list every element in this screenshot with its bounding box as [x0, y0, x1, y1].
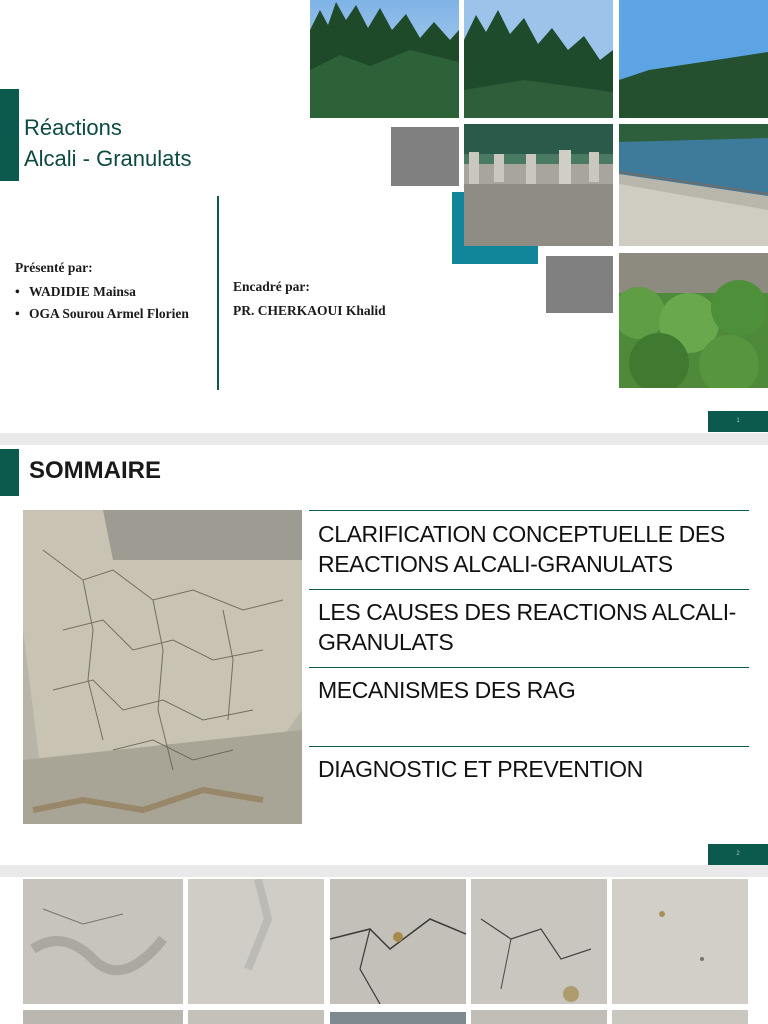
title-accent-bar	[0, 89, 19, 181]
presenter-item: • WADIDIE Mainsa	[15, 284, 189, 306]
concrete-surface-photo	[471, 879, 607, 1004]
gray-decor-tile	[391, 127, 459, 186]
concrete-surface-photo	[612, 879, 748, 1004]
concrete-surface-photo	[188, 879, 324, 1004]
concrete-surface-photo	[23, 1010, 183, 1024]
title-line-1: Réactions	[24, 115, 122, 140]
title-slide	[0, 0, 768, 433]
presenter-item: • OGA Sourou Armel Florien	[15, 306, 189, 328]
forest-lake-photo	[464, 0, 613, 118]
forest-lake-photo	[619, 0, 768, 118]
table-of-contents	[309, 510, 749, 824]
gray-decor-tile	[546, 256, 613, 313]
supervisor-name: PR. CHERKAOUI Khalid	[233, 303, 386, 318]
concrete-surface-photo	[330, 879, 466, 1004]
toc-item-diagnostic[interactable]: DIAGNOSTIC ET PREVENTION	[309, 746, 749, 825]
concrete-surface-photo	[23, 879, 183, 1004]
dam-crest-photo	[619, 124, 768, 246]
cracked-concrete-photo	[23, 510, 302, 824]
dam-spillway-photo	[464, 124, 613, 246]
vertical-divider	[217, 196, 219, 390]
summary-slide	[0, 445, 768, 865]
sommaire-accent-bar	[0, 449, 19, 496]
presenter-list	[15, 284, 189, 328]
presentation-title	[24, 112, 192, 174]
title-line-2: Alcali - Granulats	[24, 146, 192, 171]
concrete-photos-slide	[0, 877, 768, 1024]
gray-decor-tile	[330, 1012, 466, 1024]
concrete-surface-photo	[471, 1010, 607, 1024]
sommaire-title: SOMMAIRE	[29, 457, 161, 484]
supervised-by-label: Encadré par:	[233, 279, 310, 294]
toc-item-causes[interactable]: LES CAUSES DES REACTIONS ALCALI-GRANULATS	[309, 589, 749, 668]
toc-item-mecanismes[interactable]: MECANISMES DES RAG	[309, 667, 749, 746]
concrete-surface-photo	[612, 1010, 748, 1024]
page-number-tag: 2	[708, 844, 768, 865]
page-number-tag: 1	[708, 411, 768, 432]
toc-item-clarification[interactable]: CLARIFICATION CONCEPTUELLE DES REACTIONS ALCALI-GRANULATS	[309, 510, 749, 589]
presented-by-label: Présenté par:	[15, 260, 93, 275]
forest-lake-photo	[310, 0, 459, 118]
concrete-surface-photo	[188, 1010, 324, 1024]
vegetation-photo	[619, 253, 768, 388]
